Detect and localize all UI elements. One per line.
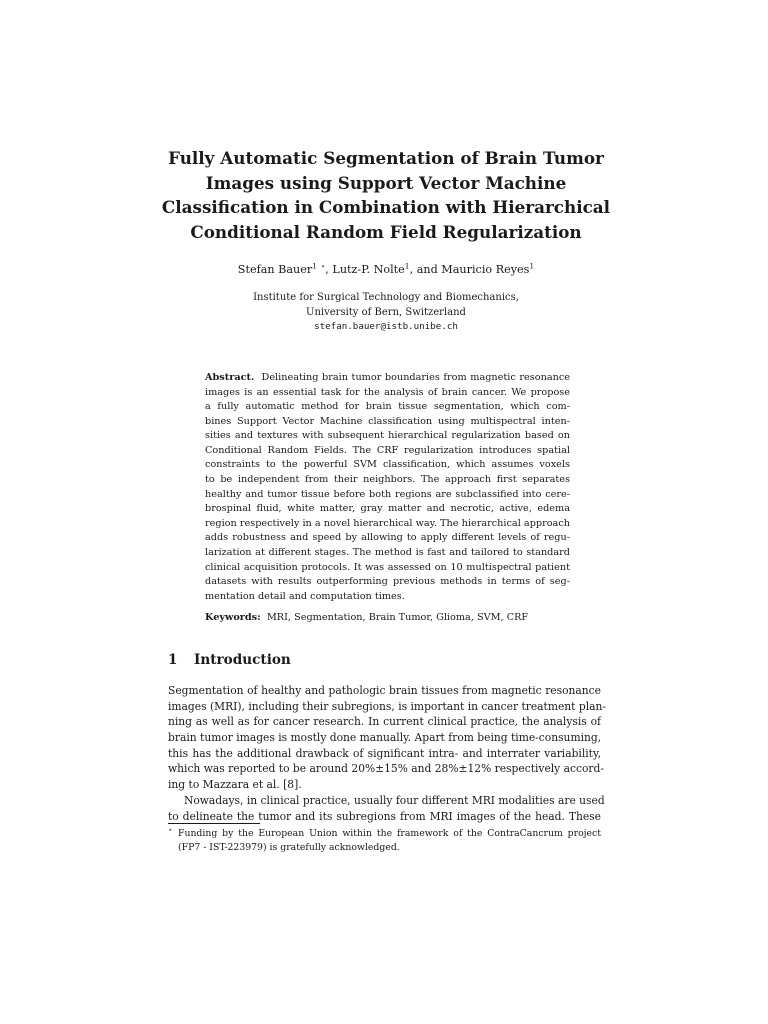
- body-line: which was reported to be around 20%±15% and 28%±12% respectively accord-: [168, 762, 604, 776]
- footnote: [168, 827, 601, 855]
- abstract-text: Delineating brain tumor boundaries from magnetic resonance: [261, 372, 570, 383]
- body-line: ning as well as for cancer research. In current clinical practice, the analysis of: [168, 715, 601, 729]
- university-name: University of Bern, Switzerland: [306, 306, 466, 318]
- footnote-rule: [168, 823, 260, 824]
- footnote-star-mark: ⋆: [320, 261, 326, 271]
- author-name: Mauricio Reyes: [441, 263, 530, 276]
- title-line: Conditional Random Field Regularization: [190, 221, 582, 242]
- author-list: [120, 262, 652, 278]
- affiliation-mark: 1: [312, 261, 317, 271]
- footnote-text: Funding by the European Union within the framework of the ContraCancrum project: [178, 828, 601, 839]
- title-line: Fully Automatic Segmentation of Brain Tumor: [168, 148, 604, 168]
- keywords-text: MRI, Segmentation, Brain Tumor, Glioma, SVM, CRF: [266, 612, 529, 623]
- keywords-label: Keywords:: [205, 612, 261, 623]
- abstract-line: Conditional Random Fields. The CRF regularization introduces spatial: [205, 444, 570, 456]
- affiliation-block: [120, 291, 652, 335]
- section-number: 1: [168, 652, 178, 668]
- abstract-line: [205, 371, 570, 386]
- abstract: [205, 371, 570, 604]
- abstract-line: clinical acquisition protocols. It was assessed on 10 multispectral patient: [205, 561, 570, 573]
- abstract-line: healthy and tumor tissue before both regions are subclassified into cere-: [205, 488, 570, 500]
- abstract-line: to be independent from their neighbors. The approach first separates: [205, 474, 570, 486]
- section-title: Introduction: [194, 652, 291, 668]
- footnote-line: (FP7 - IST-223979) is gratefully acknowledged.: [178, 842, 400, 853]
- title-line: Classification in Combination with Hierarchical: [161, 197, 611, 217]
- abstract-line: mentation detail and computation times.: [205, 590, 405, 602]
- body-text: [168, 683, 607, 824]
- author-name: Lutz-P. Nolte: [332, 263, 405, 276]
- abstract-line: region respectively in a novel hierarchical way. The hierarchical approach: [205, 517, 570, 529]
- body-line: Nowadays, in clinical practice, usually four different MRI modalities are used: [184, 793, 605, 807]
- abstract-line: bines Support Vector Machine classification using multispectral inten-: [205, 415, 570, 427]
- author-email: stefan.bauer@istb.unibe.ch: [314, 321, 458, 332]
- body-line: to delineate the tumor and its subregions from MRI images of the head. These: [168, 809, 601, 823]
- author-separator: , and: [409, 263, 442, 276]
- section-heading: [168, 650, 291, 670]
- abstract-line: sities and textures with subsequent hierarchical regularization based on: [205, 430, 570, 442]
- abstract-line: a fully automatic method for brain tissue segmentation, which com-: [205, 401, 570, 413]
- institute-name: Institute for Surgical Technology and Biomechanics,: [253, 292, 519, 303]
- body-line: images (MRI), including their subregions, is important in cancer treatment plan-: [168, 699, 607, 713]
- footnote-line: ⋆ Funding by the European Union within the framework of the ContraCancrum project: [168, 825, 601, 839]
- author-name: Stefan Bauer: [237, 263, 313, 276]
- body-line: this has the additional drawback of significant intra- and interrater variability,: [168, 746, 601, 760]
- keywords: [205, 611, 570, 626]
- body-line: brain tumor images is mostly done manually. Apart from being time-consuming,: [168, 731, 602, 745]
- abstract-line: constraints to the powerful SVM classification, which assumes voxels: [205, 459, 570, 471]
- abstract-line: larization at different stages. The method is fast and tailored to standard: [205, 546, 570, 558]
- affiliation-mark: 1: [404, 261, 410, 271]
- paper-title: [120, 146, 652, 244]
- affiliation-mark: 1: [529, 261, 535, 271]
- body-line: ing to Mazzara et al. [8].: [168, 778, 302, 792]
- title-line: Images using Support Vector Machine: [205, 172, 567, 193]
- abstract-line: brospinal fluid, white matter, gray matter and necrotic, active, edema: [205, 503, 570, 515]
- abstract-line: adds robustness and speed by allowing to apply different levels of regu-: [205, 532, 570, 544]
- body-line: Segmentation of healthy and pathologic brain tissues from magnetic resonance: [168, 684, 601, 697]
- author-separator: ,: [325, 263, 333, 276]
- abstract-line: datasets with results outperforming previous methods in terms of seg-: [205, 576, 570, 588]
- abstract-label: Abstract.: [205, 372, 255, 383]
- abstract-line: images is an essential task for the analysis of brain cancer. We propose: [205, 386, 570, 398]
